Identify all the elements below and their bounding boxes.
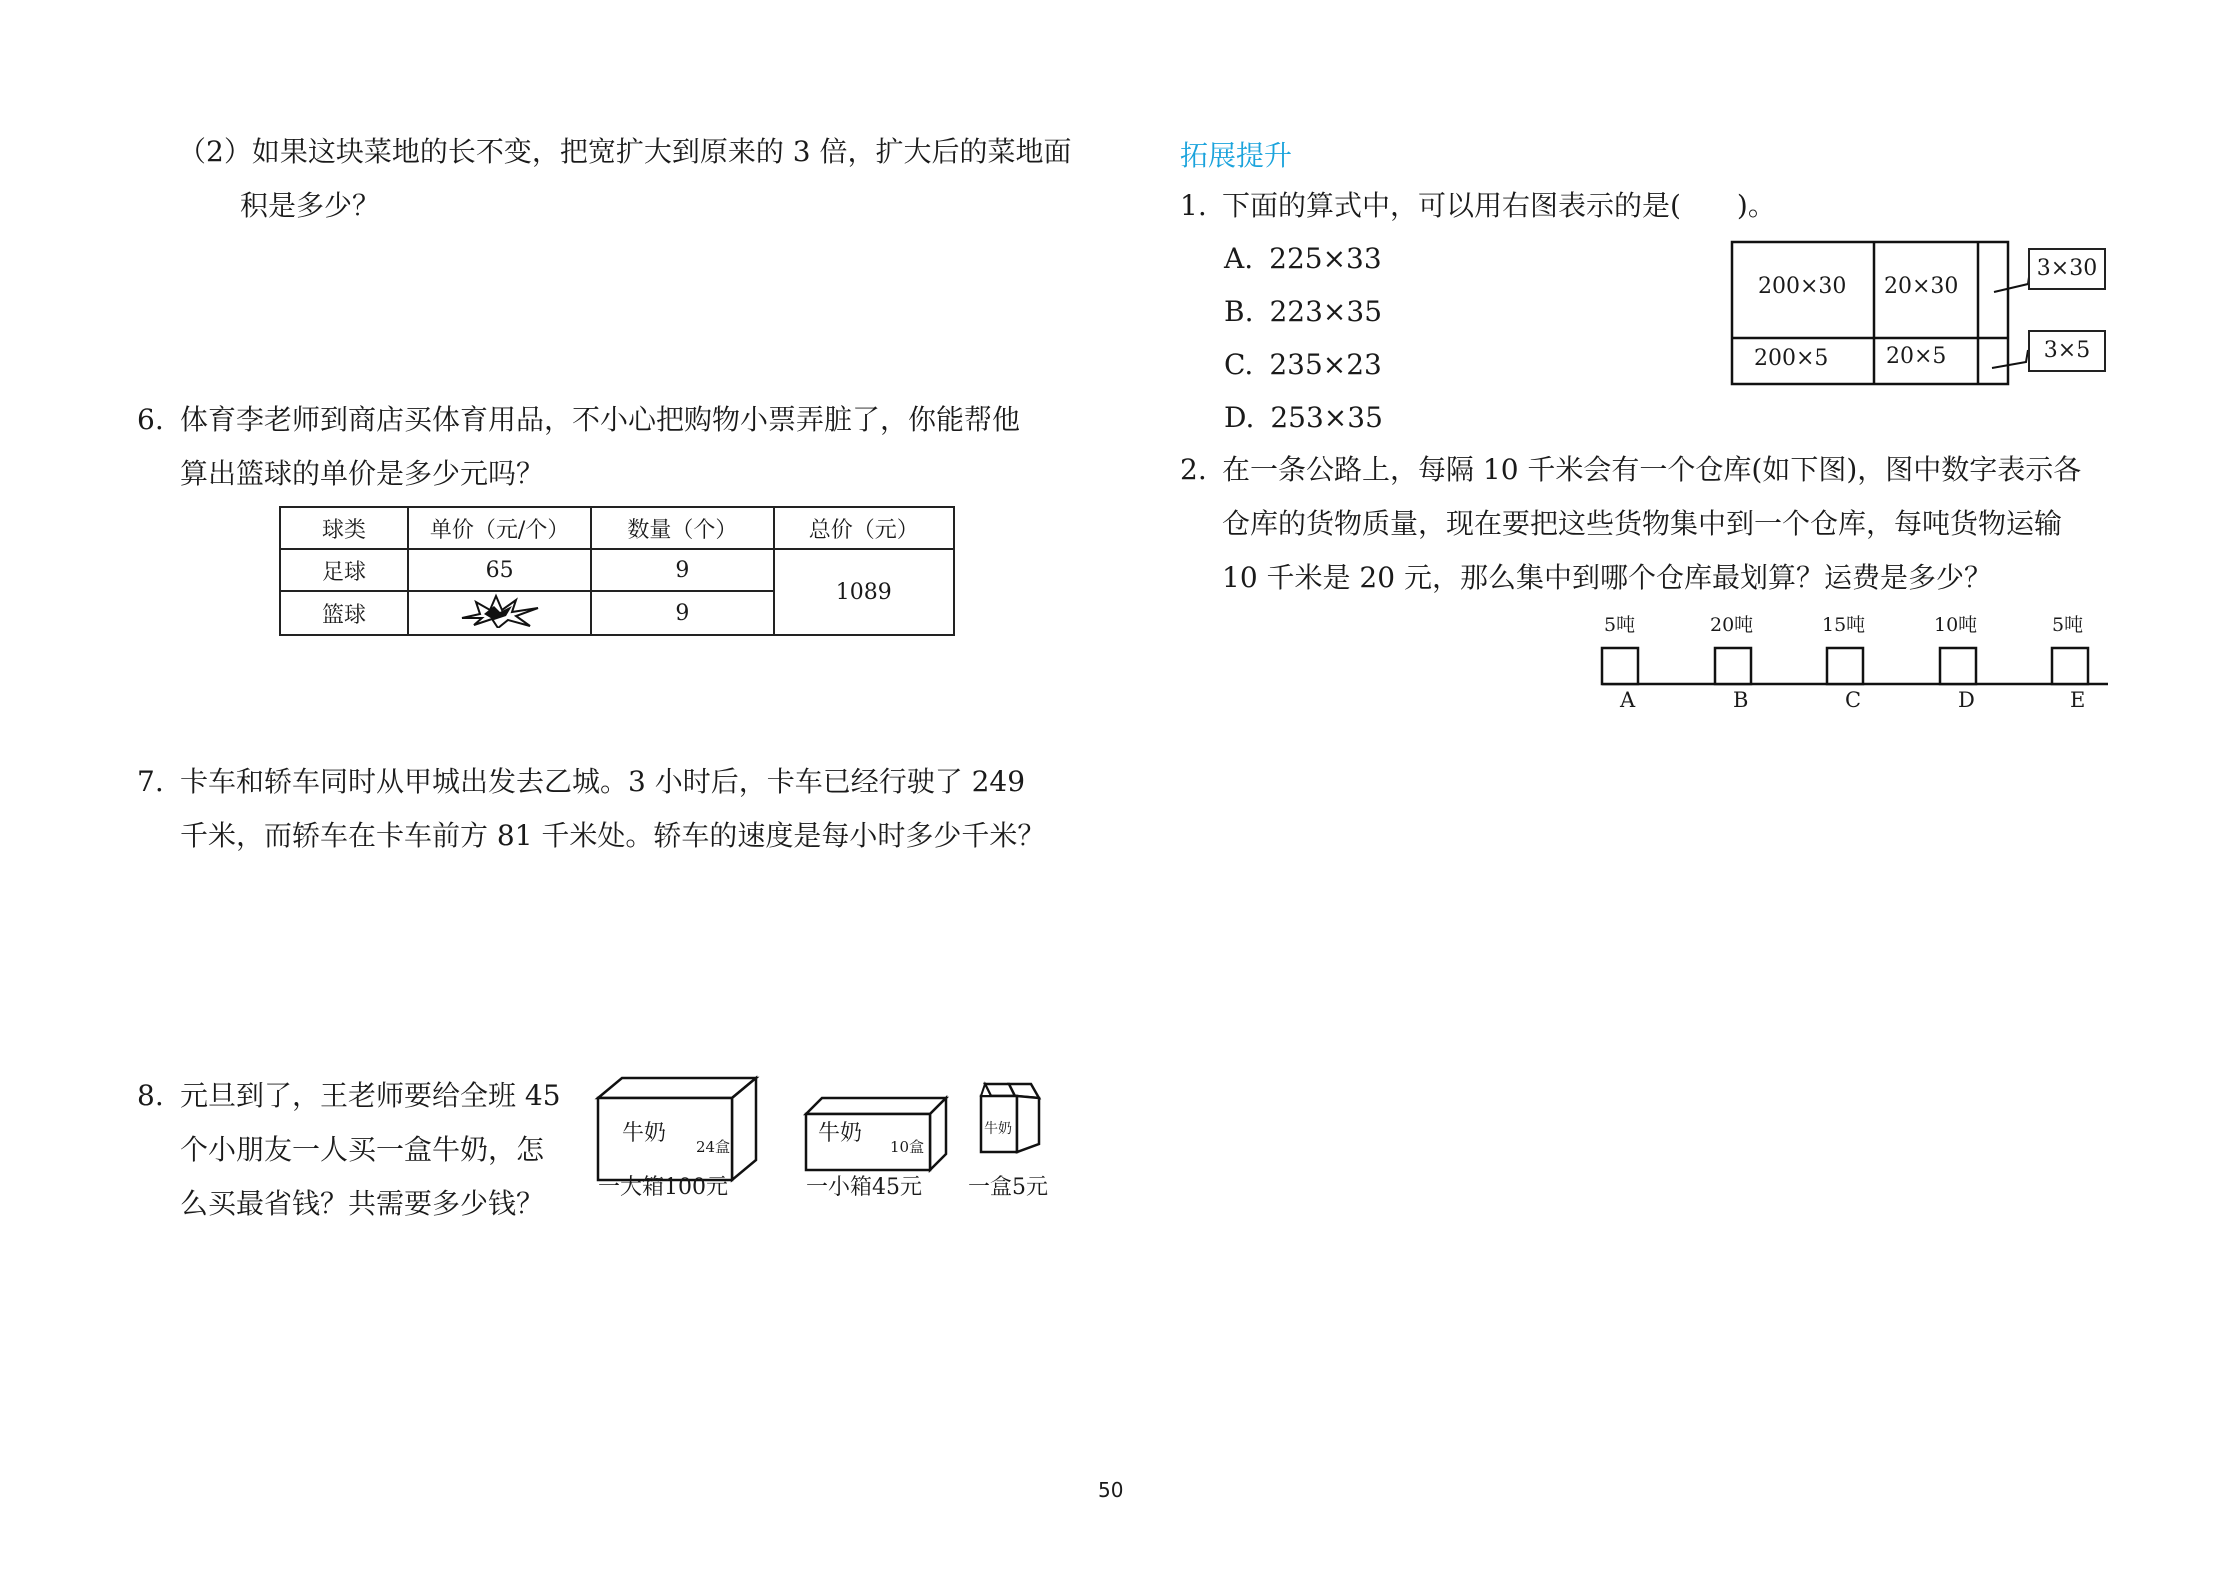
large-case-caption: 一大箱100元 — [598, 1175, 728, 1200]
r-q1-stem: 下面的算式中，可以用右图表示的是( )。 — [1222, 189, 1776, 222]
warehouse-a-weight: 5吨 — [1604, 614, 1636, 636]
warehouse-c-weight: 15吨 — [1822, 614, 1866, 636]
large-case-count: 24盒 — [696, 1138, 731, 1156]
ink-smudge-icon — [460, 592, 540, 628]
option-d-text: 253×35 — [1270, 401, 1383, 434]
warehouse-d-weight: 10吨 — [1934, 614, 1978, 636]
r-q2-line1: 在一条公路上，每隔 10 千米会有一个仓库(如下图)，图中数字表示各 — [1222, 453, 2082, 486]
warehouse-c-label: C — [1845, 688, 1862, 712]
option-c-text: 235×23 — [1269, 348, 1382, 381]
road-line — [1600, 640, 2110, 690]
football-quantity: 9 — [591, 549, 773, 591]
football-label: 足球 — [280, 549, 408, 591]
warehouse-b-label: B — [1733, 688, 1749, 712]
cell-20x30: 20×30 — [1884, 274, 1959, 299]
warehouse-b-weight: 20吨 — [1710, 614, 1754, 636]
q8-line2: 个小朋友一人买一盒牛奶，怎 — [180, 1133, 545, 1166]
r-q2-number: 2. — [1180, 453, 1207, 486]
option-c — [1224, 339, 1382, 391]
basketball-quantity: 9 — [591, 591, 773, 635]
cell-20x5: 20×5 — [1886, 344, 1947, 369]
small-case-caption: 一小箱45元 — [806, 1175, 922, 1200]
header-quantity: 数量（个） — [591, 507, 773, 549]
option-b — [1224, 286, 1382, 338]
receipt-table — [279, 506, 955, 636]
q6-line1: 体育李老师到商店买体育用品，不小心把购物小票弄脏了，你能帮他 — [180, 403, 1021, 436]
q8-line1: 元旦到了，王老师要给全班 45 — [180, 1079, 561, 1112]
callout-3x5: 3×5 — [2028, 330, 2106, 372]
receipt-header-row — [280, 507, 954, 549]
callout-3x30: 3×30 — [2028, 248, 2106, 290]
q5-2-line2: 积是多少？ — [240, 189, 381, 222]
option-b-letter: B. — [1224, 295, 1254, 328]
basketball-price-smudge — [408, 591, 591, 635]
receipt-row-football — [280, 549, 954, 591]
q6-number: 6. — [137, 403, 164, 436]
warehouse-a-label: A — [1620, 688, 1636, 712]
cell-200x30: 200×30 — [1758, 274, 1847, 299]
warehouse-e-label: E — [2070, 688, 2086, 712]
football-price: 65 — [408, 549, 591, 591]
q8-number: 8. — [137, 1079, 164, 1112]
option-d — [1224, 392, 1383, 444]
r-q1-number: 1. — [1180, 189, 1207, 222]
cell-200x5: 200×5 — [1754, 346, 1829, 371]
warehouse-d-label: D — [1958, 688, 1975, 712]
warehouse-e-weight: 5吨 — [2052, 614, 2084, 636]
q7-line2: 千米，而轿车在卡车前方 81 千米处。轿车的速度是每小时多少千米？ — [180, 819, 1046, 852]
section-title: 拓展提升 — [1180, 139, 1293, 172]
header-total-price: 总价（元） — [774, 507, 954, 549]
option-a-text: 225×33 — [1269, 242, 1382, 275]
total-price: 1089 — [774, 549, 954, 635]
q7-number: 7. — [137, 765, 164, 798]
option-a-letter: A. — [1224, 242, 1254, 275]
small-case-label: 牛奶 — [818, 1121, 863, 1146]
option-d-letter: D. — [1224, 401, 1255, 434]
q5-2-text: 如果这块菜地的长不变，把宽扩大到原来的 3 倍，扩大后的菜地面 — [251, 135, 1072, 168]
basketball-label: 篮球 — [280, 591, 408, 635]
option-c-letter: C. — [1224, 348, 1254, 381]
r-q2-line3: 10 千米是 20 元，那么集中到哪个仓库最划算？运费是多少？ — [1222, 561, 1992, 594]
q6-line2: 算出篮球的单价是多少元吗？ — [180, 457, 545, 490]
option-b-text: 223×35 — [1269, 295, 1383, 328]
small-case-count: 10盒 — [890, 1138, 925, 1156]
r-q2-line2: 仓库的货物质量，现在要把这些货物集中到一个仓库，每吨货物运输 — [1222, 507, 2063, 540]
page-number: 50 — [1098, 1478, 1124, 1502]
large-case-label: 牛奶 — [622, 1121, 667, 1146]
q8-line3: 么买最省钱？共需要多少钱？ — [180, 1187, 545, 1220]
q5-2-line1 — [178, 126, 1071, 178]
carton-caption: 一盒5元 — [968, 1175, 1048, 1200]
carton-label: 牛奶 — [984, 1121, 1012, 1137]
q7-line1: 卡车和轿车同时从甲城出发去乙城。3 小时后，卡车已经行驶了 249 — [180, 765, 1026, 798]
header-ball-type: 球类 — [280, 507, 408, 549]
q5-2-prefix: （2） — [178, 135, 252, 168]
header-unit-price: 单价（元/个） — [408, 507, 591, 549]
option-a — [1224, 233, 1382, 285]
